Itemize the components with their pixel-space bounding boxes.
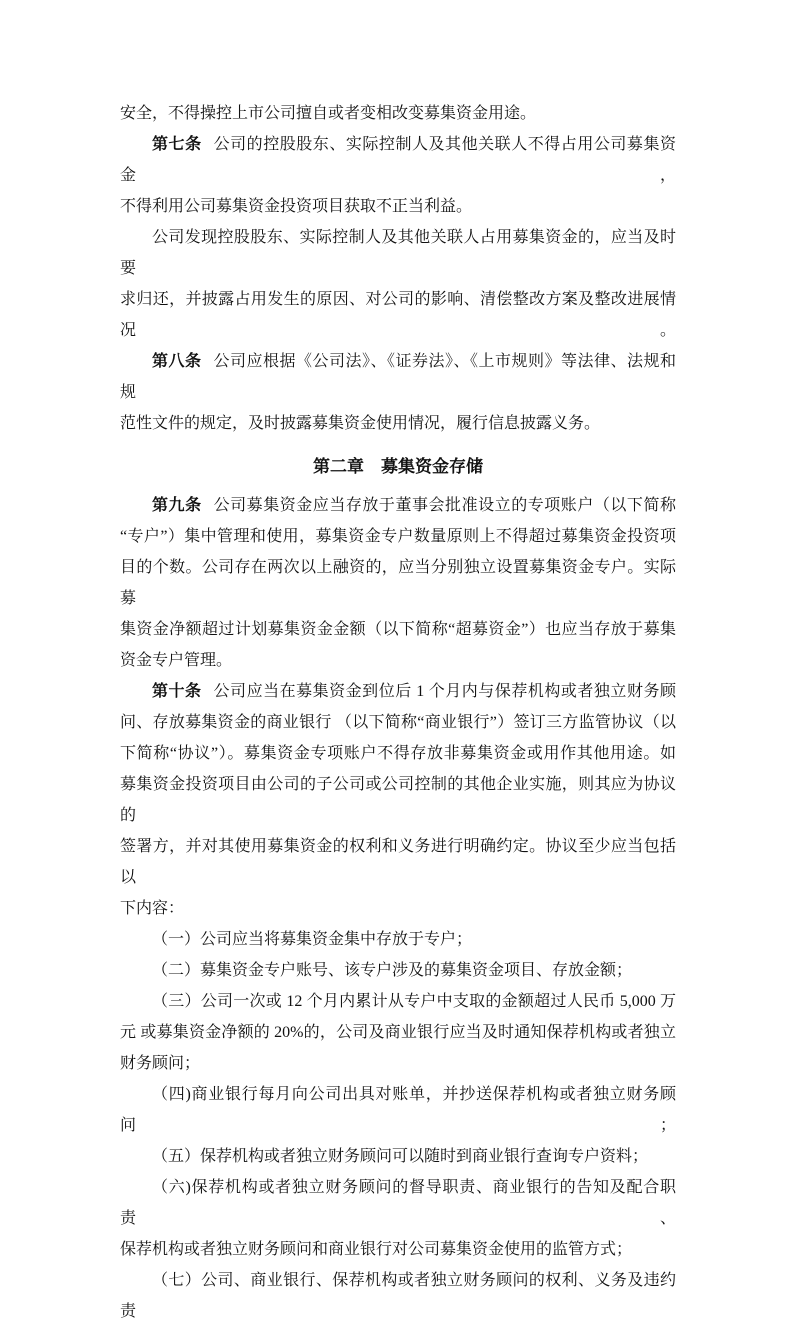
text-line: （一）公司应当将募集资金集中存放于专户； xyxy=(152,931,473,948)
text-line: 问、存放募集资金的商业银行 （以下简称“商业银行”）签订三方监管协议（以 xyxy=(120,714,676,731)
text-line: 财务顾问； xyxy=(120,1055,201,1072)
text-line: 资金专户管理。 xyxy=(120,652,233,669)
text-line: 下内容： xyxy=(120,900,185,917)
text-line: 目的个数。公司存在两次以上融资的，应当分别独立设置募集资金专户。实际募 xyxy=(120,559,676,607)
text-line: 下简称“协议”）。募集资金专项账户不得存放非募集资金或用作其他用途。如 xyxy=(120,745,676,762)
text-line: 签署方，并对其使用募集资金的权利和义务进行明确约定。协议至少应当包括以 xyxy=(120,838,676,886)
text-line: 范性文件的规定，及时披露募集资金使用情况，履行信息披露义务。 xyxy=(120,415,601,432)
text-line: （四)商业银行每月向公司出具对账单，并抄送保荐机构或者独立财务顾问； xyxy=(120,1086,676,1134)
text-line: “专户”）集中管理和使用，募集资金专户数量原则上不得超过募集资金投资项 xyxy=(120,528,676,545)
article-line: 第九条 公司募集资金应当存放于董事会批准设立的专项账户（以下简称 xyxy=(152,497,676,514)
document-text-block xyxy=(120,98,676,1327)
text-line: （三）公司一次或 12 个月内累计从专户中支取的金额超过人民币 5,000 万 xyxy=(152,993,676,1010)
article-line: 第七条 公司的控股股东、实际控制人及其他关联人不得占用公司募集资金， xyxy=(120,136,676,184)
article-number-label: 第七条 xyxy=(152,136,202,153)
article-number-label: 第十条 xyxy=(152,683,202,700)
text-line: 公司发现控股股东、实际控制人及其他关联人占用募集资金的，应当及时要 xyxy=(120,229,676,277)
chapter-heading: 第二章 募集资金存储 xyxy=(313,457,483,476)
text-line: 求归还，并披露占用发生的原因、对公司的影响、清偿整改方案及整改进展情况。 xyxy=(120,291,676,339)
text-line: 不得利用公司募集资金投资项目获取不正当利益。 xyxy=(120,198,473,215)
text-line: （七）公司、商业银行、保荐机构或者独立财务顾问的权利、义务及违约责 xyxy=(120,1272,676,1320)
article-line: 第八条 公司应根据《公司法》、《证券法》、《上市规则》等法律、法规和规 xyxy=(120,353,676,401)
text-line: 元 或募集资金净额的 20%的，公司及商业银行应当及时通知保荐机构或者独立 xyxy=(120,1024,676,1041)
text-line: 保荐机构或者独立财务顾问和商业银行对公司募集资金使用的监管方式； xyxy=(120,1241,633,1258)
article-number-label: 第八条 xyxy=(152,353,202,370)
paragraphs-before-heading xyxy=(120,98,676,439)
article-number-label: 第九条 xyxy=(152,497,202,514)
text-line: 募集资金投资项目由公司的子公司或公司控制的其他企业实施，则其应为协议的 xyxy=(120,776,676,824)
article-line: 第十条 公司应当在募集资金到位后 1 个月内与保荐机构或者独立财务顾 xyxy=(152,683,676,700)
text-line: （二）募集资金专户账号、该专户涉及的募集资金项目、存放金额； xyxy=(152,962,633,979)
paragraphs-after-heading xyxy=(120,490,676,1327)
text-line: （六)保荐机构或者独立财务顾问的督导职责、商业银行的告知及配合职责、 xyxy=(120,1179,676,1227)
text-line: 集资金净额超过计划募集资金金额（以下简称“超募资金”）也应当存放于募集 xyxy=(120,621,676,638)
text-line: （五）保荐机构或者独立财务顾问可以随时到商业银行查询专户资料； xyxy=(152,1148,649,1165)
text-line: 安全，不得操控上市公司擅自或者变相改变募集资金用途。 xyxy=(120,105,537,122)
